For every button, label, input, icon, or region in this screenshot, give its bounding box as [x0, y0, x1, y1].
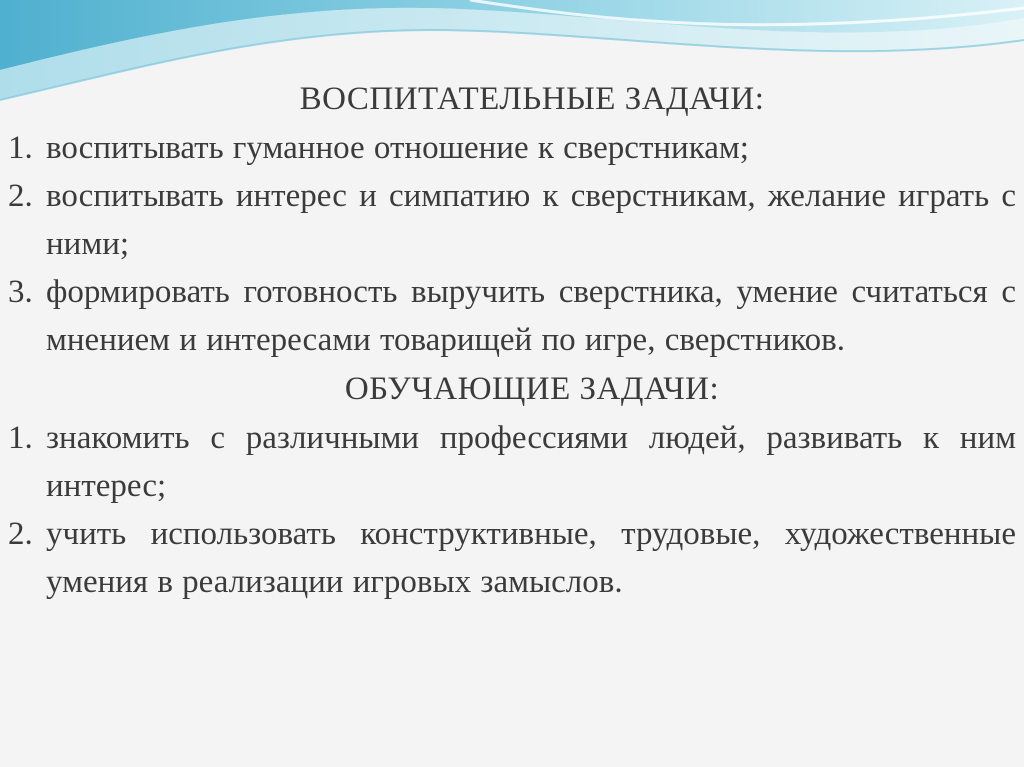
heading-upbringing-tasks: ВОСПИТАТЕЛЬНЫЕ ЗАДАЧИ: — [299, 81, 765, 117]
list-item-text: учить использовать конструктивные, трудовые, художественные умения в реализации игровых замыслов. — [46, 516, 1016, 600]
list-item-number: 3. — [8, 274, 33, 310]
list-item — [8, 510, 1016, 606]
content — [8, 74, 1016, 606]
upbringing-tasks-list — [8, 124, 1016, 364]
list-item-text: воспитывать гуманное отношение к сверстникам; — [46, 130, 749, 166]
list-item — [8, 124, 1016, 172]
list-item-number: 1. — [8, 130, 33, 166]
list-item-number: 2. — [8, 178, 33, 214]
list-item-text: воспитывать интерес и симпатию к сверстникам, желание играть с ними; — [46, 178, 1016, 262]
list-item-number: 1. — [8, 420, 33, 456]
heading-learning-tasks: ОБУЧАЮЩИЕ ЗАДАЧИ: — [344, 371, 720, 407]
list-item — [8, 414, 1016, 510]
list-item-number: 2. — [8, 516, 33, 552]
list-item-text: знакомить с различными профессиями людей, развивать к ним интерес; — [46, 420, 1016, 504]
list-item — [8, 172, 1016, 268]
learning-tasks-list — [8, 414, 1016, 606]
list-item — [8, 268, 1016, 364]
list-item-text: формировать готовность выручить сверстника, умение считаться с мнением и интересами товарищей по игре, сверстников. — [46, 274, 1016, 358]
